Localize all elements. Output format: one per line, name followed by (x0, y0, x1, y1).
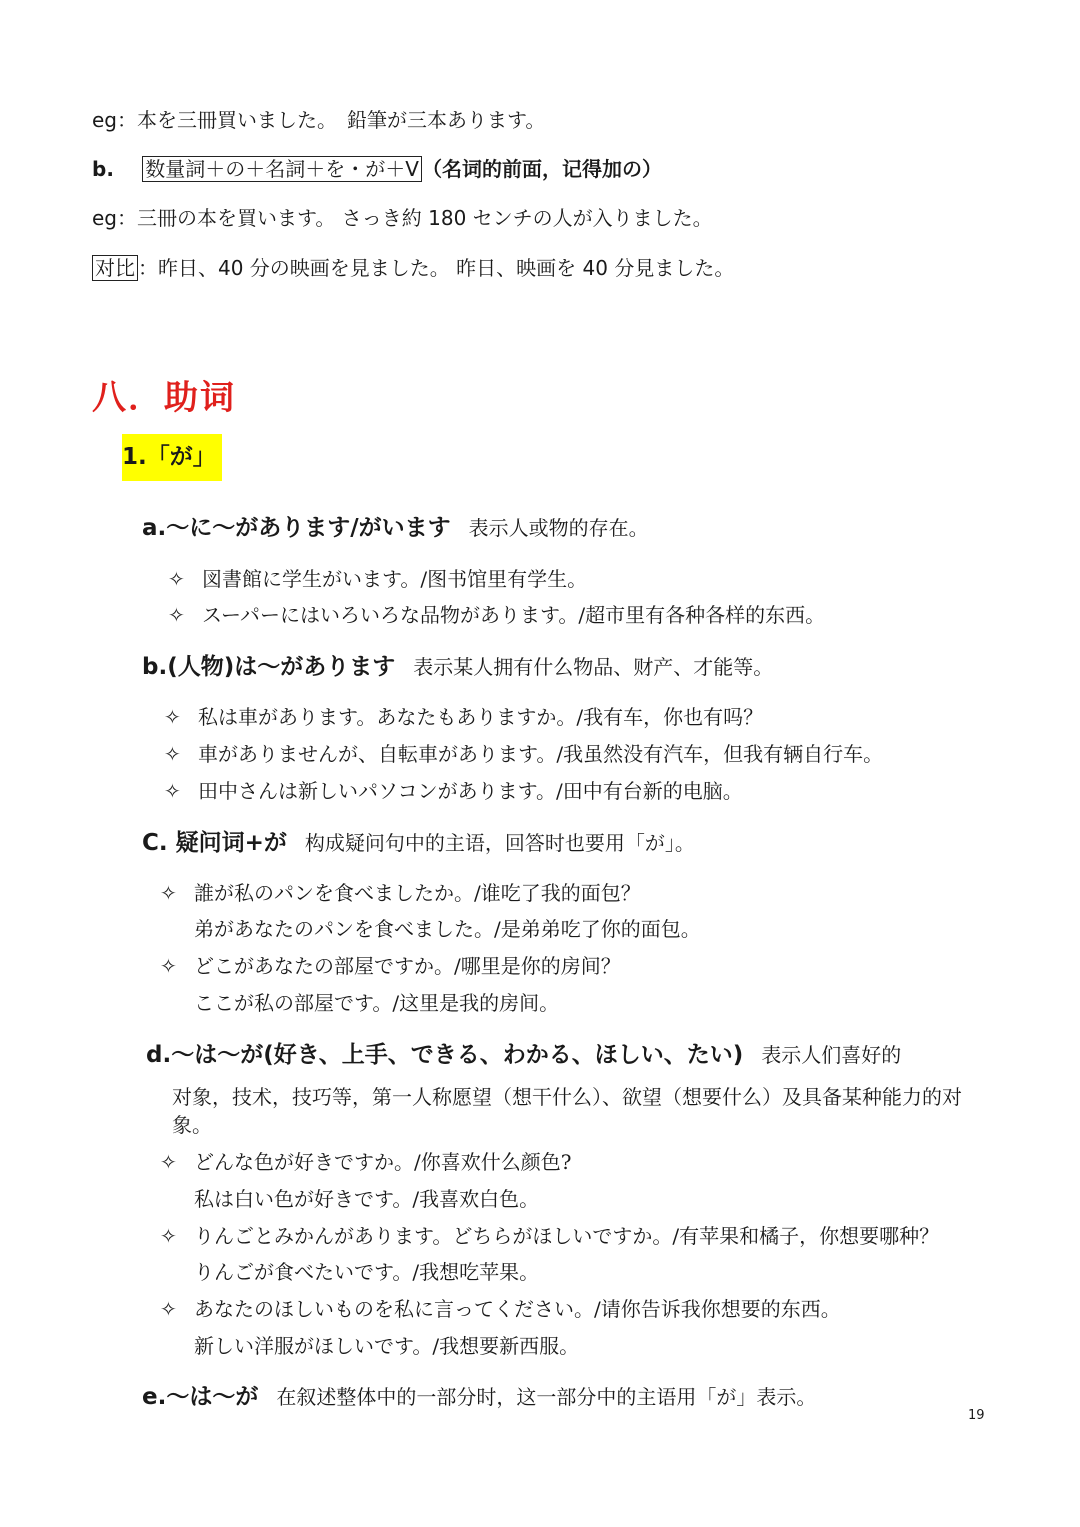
contrast-line (92, 254, 734, 282)
bullet-star-icon: ✧ (168, 567, 185, 591)
bullet-star-icon: ✧ (160, 1297, 177, 1321)
pattern-b-line (92, 155, 662, 183)
usage-d-bullet-1 (160, 1148, 571, 1176)
example-text: りんごとみかんがあります。どちらがほしいですか。/有苹果和橘子，你想要哪种？ (194, 1224, 940, 1248)
pattern-b-note: （名词的前面，记得加の） (421, 157, 662, 181)
contrast-label: 对比 (92, 255, 138, 281)
subsection-ga-heading: 1.「が」 (122, 434, 222, 481)
contrast-text: ：昨日、40 分の映画を見ました。 昨日、映画を 40 分見ました。 (138, 256, 735, 280)
bullet-star-icon: ✧ (160, 1224, 177, 1248)
usage-b-heading (142, 651, 773, 683)
usage-a-heading (142, 512, 649, 544)
example-text: 私は車があります。あなたもありますか。/我有车，你也有吗？ (198, 705, 764, 729)
pattern-b-formula: 数量詞＋の＋名詞＋を・が＋V (142, 156, 422, 182)
bullet-star-icon: ✧ (168, 603, 185, 627)
page-number: 19 (968, 1408, 985, 1423)
usage-b-desc: 表示某人拥有什么物品、财产、才能等。 (413, 655, 774, 679)
usage-d-paragraph: 对象，技术，技巧等，第一人称愿望（想干什么）、欲望（想要什么）及具备某种能力的对象。 (172, 1085, 962, 1137)
example-text: どんな色が好きですか。/你喜欢什么颜色? (194, 1150, 572, 1174)
usage-d-answer-2: りんごが食べたいです。/我想吃苹果。 (194, 1260, 540, 1284)
usage-c-desc: 构成疑问句中的主语，回答时也要用「が」。 (304, 831, 695, 855)
usage-d-desc: 表示人们喜好的 (761, 1043, 902, 1067)
usage-d-pattern: d.～は～が(好き、上手、できる、わかる、ほしい、たい) (146, 1042, 744, 1068)
usage-a-pattern: a.～に～があります/がいます (142, 515, 451, 541)
usage-e-pattern: e.～は～が (142, 1384, 259, 1410)
usage-a-bullet-1 (168, 565, 587, 593)
bullet-star-icon: ✧ (160, 954, 177, 978)
example-line-2: eg：三冊の本を買います。 さっき約 180 センチの人が入りました。 (92, 206, 713, 230)
usage-b-bullet-3 (164, 777, 743, 805)
usage-e-heading (142, 1381, 816, 1413)
example-text: 図書館に学生がいます。/图书馆里有学生。 (202, 567, 588, 591)
usage-a-desc: 表示人或物的存在。 (468, 516, 649, 540)
pattern-b-label: b. (92, 157, 114, 181)
bullet-star-icon: ✧ (164, 779, 181, 803)
bullet-star-icon: ✧ (160, 881, 177, 905)
usage-b-pattern: b.(人物)は～があります (142, 654, 396, 680)
bullet-star-icon: ✧ (160, 1150, 177, 1174)
usage-c-answer-1: 弟があなたのパンを食べました。/是弟弟吃了你的面包。 (194, 917, 701, 941)
bullet-star-icon: ✧ (164, 742, 181, 766)
example-text: 誰が私のパンを食べましたか。/谁吃了我的面包？ (194, 881, 641, 905)
example-text: どこがあなたの部屋ですか。/哪里是你的房间？ (194, 954, 621, 978)
usage-c-bullet-2 (160, 952, 621, 980)
example-text: 田中さんは新しいパソコンがあります。/田中有台新的电脑。 (198, 779, 743, 803)
example-text: 車がありませんが、自転車があります。/我虽然没有汽车，但我有辆自行车。 (198, 742, 884, 766)
usage-e-desc: 在叙述整体中的一部分时，这一部分中的主语用「が」表示。 (276, 1385, 817, 1409)
usage-d-answer-1: 私は白い色が好きです。/我喜欢白色。 (194, 1187, 540, 1211)
example-text: あなたのほしいものを私に言ってください。/请你告诉我你想要的东西。 (194, 1297, 841, 1321)
usage-c-answer-2: ここが私の部屋です。/这里是我的房间。 (194, 991, 560, 1015)
usage-b-bullet-1 (164, 703, 763, 731)
bullet-star-icon: ✧ (164, 705, 181, 729)
usage-d-heading (146, 1039, 901, 1071)
usage-c-pattern: C. 疑问词+が (142, 830, 287, 856)
example-text: スーパーにはいろいろな品物があります。/超市里有各种各样的东西。 (202, 603, 826, 627)
usage-c-heading (142, 827, 695, 859)
section-title: 八．助词 (92, 378, 236, 418)
usage-d-bullet-2 (160, 1222, 939, 1250)
usage-d-answer-3: 新しい洋服がほしいです。/我想要新西服。 (194, 1334, 580, 1358)
usage-a-bullet-2 (168, 601, 825, 629)
example-line-1: eg：本を三冊買いました。 鉛筆が三本あります。 (92, 108, 546, 132)
usage-c-bullet-1 (160, 879, 641, 907)
usage-d-bullet-3 (160, 1295, 841, 1323)
usage-b-bullet-2 (164, 740, 883, 768)
